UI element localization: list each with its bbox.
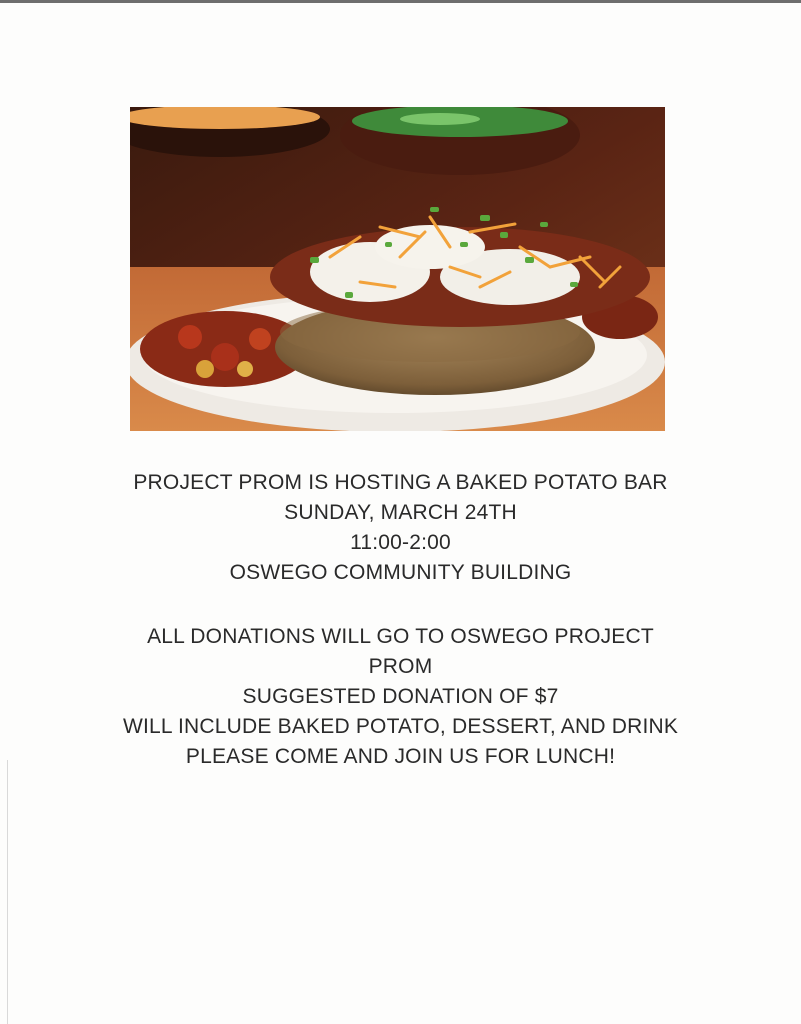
event-date: SUNDAY, MARCH 24TH (284, 501, 517, 524)
event-location: OSWEGO COMMUNITY BUILDING (229, 561, 572, 584)
scan-top-edge (0, 0, 801, 3)
scan-left-edge (7, 760, 8, 1024)
headline: PROJECT PROM IS HOSTING A BAKED POTATO BAR (133, 471, 668, 494)
donation-details (0, 622, 801, 772)
baked-potato-with-chili-icon (130, 107, 665, 431)
donations-line: ALL DONATIONS WILL GO TO OSWEGO PROJECT PROM (147, 625, 654, 678)
event-time: 11:00-2:00 (350, 531, 451, 554)
suggested-donation: SUGGESTED DONATION OF $7 (242, 685, 559, 708)
baked-potato-photo (130, 107, 665, 431)
includes-line: WILL INCLUDE BAKED POTATO, DESSERT, AND DRINK (122, 715, 679, 738)
invite-line: PLEASE COME AND JOIN US FOR LUNCH! (185, 745, 616, 768)
event-details (0, 468, 801, 588)
